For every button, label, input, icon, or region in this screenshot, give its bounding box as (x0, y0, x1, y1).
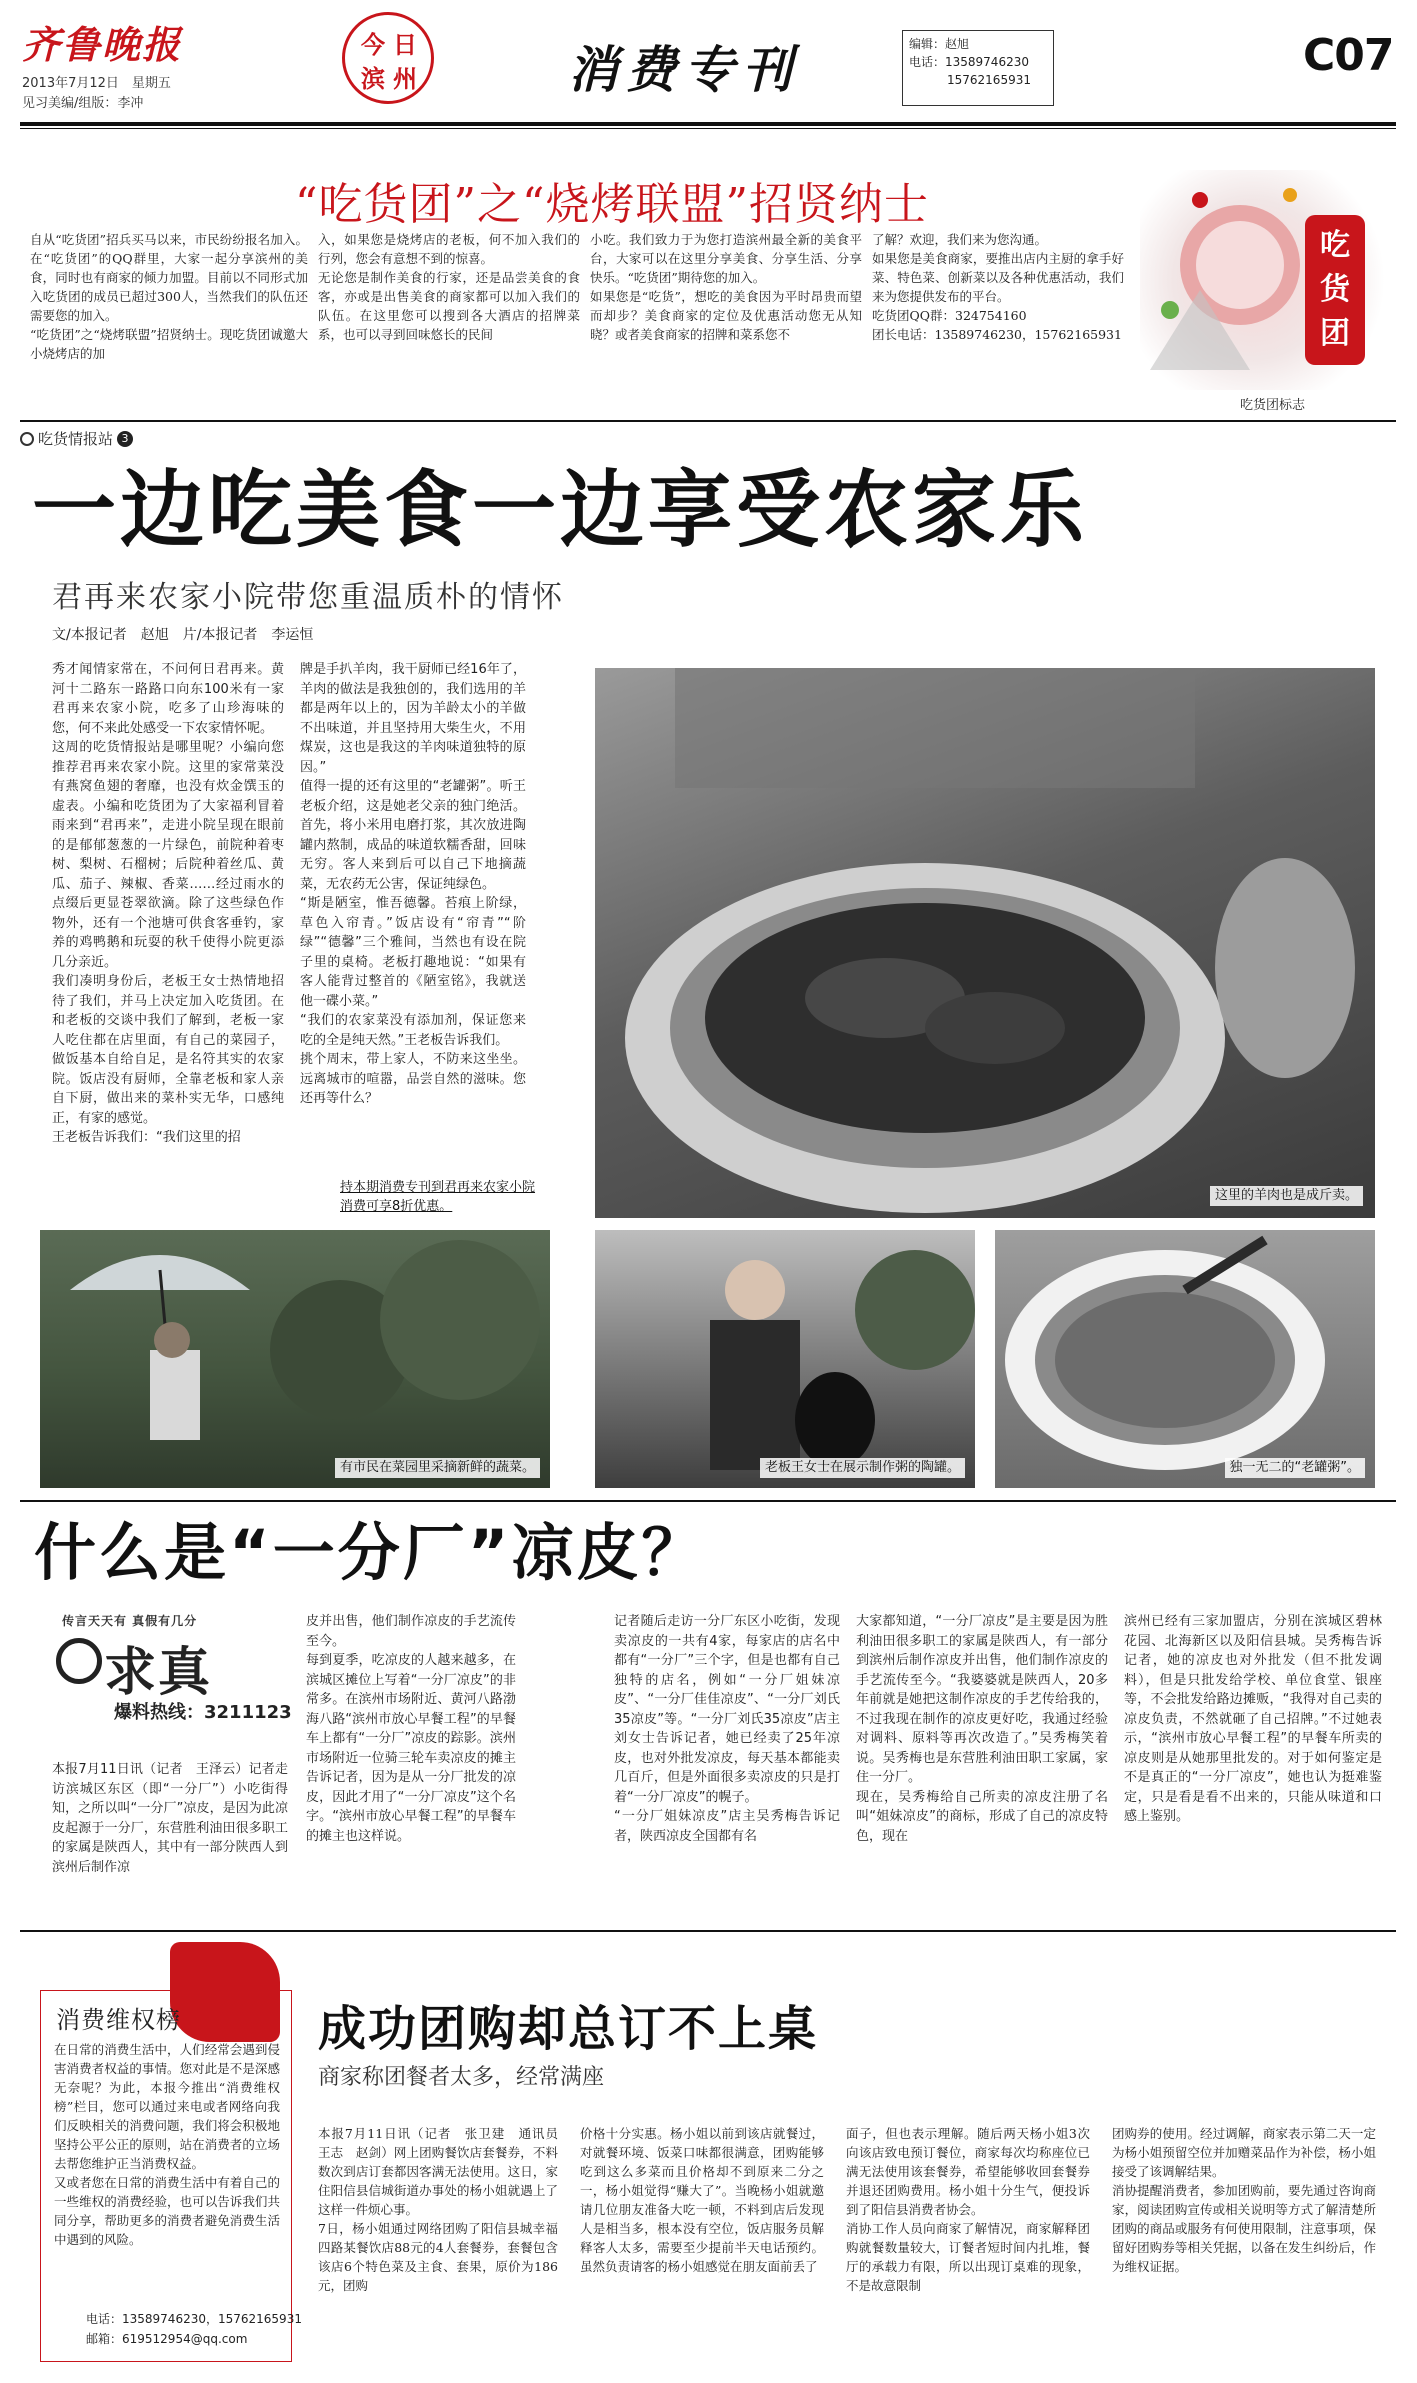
liangpi-col-5: 滨州已经有三家加盟店，分别在滨城区碧林花园、北海新区以及阳信县城。吴秀梅告诉记者，她的凉皮也对外批发（但不批发调料），但是只批发给学校、单位食堂、银座等，不会批发给路边摊贩，“我得对自己卖的凉皮负责，不然就砸了自己招牌。”不过她表示，“滨州市放心早餐工程”的早餐车所卖的凉皮则是从她那里批发的。对于如何鉴定是不是真正的“一分厂凉皮”，她也认为挺难鉴定，只是看是看不出来的，只能从味道和口感上鉴别。 (1124, 1614, 1382, 1824)
contact-editor: 编辑：赵旭 (909, 37, 970, 51)
logo-tagline: 传言天天有 真假有几分 (62, 1614, 198, 1628)
logo-caption: 吃货团标志 (1240, 398, 1306, 413)
rights-label: 消费维权榜 (56, 2006, 181, 2034)
masthead-rule-thin (20, 128, 1396, 129)
foodie-logo (1140, 170, 1390, 390)
liangpi-headline: 什么是“一分厂”凉皮？ (34, 1516, 707, 1589)
rights-headline: 成功团购却总订不上桌 (318, 2001, 819, 2057)
stamp-char: 滨 (361, 64, 385, 93)
bullet-icon (20, 432, 34, 446)
rights-col-1: 本报7月11日讯（记者 张卫建 通讯员 王志 赵剑）网上团购餐饮店套餐券，不料数次到店订套都因客满无法使用。这日，家住阳信县信城街道办事处的杨小姐就遇上了这样一件烦心事。 7日，杨小姐通过网络团购了阳信县城幸福四路某餐饮店88元的4人套餐券，套餐包含该店6个特色菜及主食、套果，原价为186元，团购 (318, 2126, 558, 2293)
issue-date: 2013年7月12日 星期五 (22, 76, 171, 91)
promo-note: 持本期消费专刊到君再来农家小院消费可享8折优惠。 (340, 1180, 536, 1214)
photo-vegetable-garden (40, 1230, 550, 1488)
liangpi-col-1: 本报7月11日讯（记者 王泽云）记者走访滨城区东区（即“一分厂”）小吃街得知，之所以叫“一分厂”凉皮，是因为此凉皮起源于一分厂，东营胜利油田很多职工的家属是陕西人，其中有一部分陕西人到滨州后制作凉 (52, 1762, 288, 1875)
logo-word: 求真 (104, 1642, 213, 1703)
logo-text: 吃货团 (1320, 228, 1350, 351)
decoration-icon (1140, 170, 1390, 390)
feature-subhead: 君再来农家小院带您重温质朴的情怀 (52, 580, 564, 615)
recruit-title: “吃货团”之“烧烤联盟”招贤纳士 (295, 179, 929, 230)
rights-col-4: 团购券的使用。经过调解，商家表示第二天一定为杨小姐预留空位并加赠菜品作为补偿，杨小姐接受了该调解结果。 消协提醒消费者，参加团购前，要先通过咨询商家，阅读团购宣传或相关说明等方式了解清楚所团购的商品或服务有何使用限制，注意事项，保留好团购券等相关凭据，以备在发生纠纷后，作为维权证据。 (1112, 2126, 1376, 2274)
garden-illustration (40, 1230, 550, 1488)
rights-phone: 电话：13589746230，15762165931 (86, 2312, 302, 2326)
section-title: 消费专刊 (568, 40, 800, 99)
feature-headline: 一边吃美食一边享受农家乐 (32, 461, 1089, 559)
recruit-col-3: 小吃。我们致力于为您打造滨州最全新的美食平台，大家可以在这里分享美食、分享生活、分享快乐。“吃货团”期待您的加入。 如果您是“吃货”，想吃的美食因为平时昂贵而望而却步？美食商家的定位及优惠活动您无从知晓？或者美食商家的招牌和菜系您不 (590, 232, 862, 342)
rights-subhead: 商家称团餐者太多，经常满座 (318, 2065, 605, 2090)
contact-box (902, 30, 1054, 106)
feature-col-1: 秀才闻情家常在，不问何日君再来。黄河十二路东一路路口向东100米有一家君再来农家小院，吃多了山珍海味的您，何不来此处感受一下农家情怀呢。 这周的吃货情报站是哪里呢？小编向您推荐君再来农家小院。这里的家常菜没有燕窝鱼翅的奢靡，也没有炊金馔玉的虚表。小编和吃货团为了大家福利冒着雨来到“君再来”，走进小院呈现在眼前的是郁郁葱葱的一片绿色，前院种着枣树、梨树、石榴树；后院种着丝瓜、黄瓜、茄子、辣椒、香菜……经过雨水的点缀后更显苍翠欲滴。除了这些绿色作物外，还有一个池塘可供食客垂钓，家养的鸡鸭鹅和玩耍的秋千使得小院更添几分亲近。 我们凑明身份后，老板王女士热情地招待了我们，并马上决定加入吃货团。在和老板的交谈中我们了解到，老板一家人吃住都在店里面，有自己的菜园子，做饭基本自给自足，是名符其实的农家院。饭店没有厨师，全靠老板和家人亲自下厨，做出来的菜朴实无华，口感纯正，有家的感觉。 王老板告诉我们：“我们这里的招 (52, 662, 284, 1145)
plate-illustration (595, 668, 1375, 1218)
rights-email: 邮箱：619512954@qq.com (86, 2332, 248, 2346)
stamp-char: 今 (361, 30, 385, 59)
recruit-col-1: 自从“吃货团”招兵买马以来，市民纷纷报名加入。在“吃货团”的QQ群里，大家一起分享滨州的美食，同时也有商家的倾力加盟。目前以不同形式加入吃货团的成员已超过300人，当然我们的队伍还需要您的加入。 “吃货团”之“烧烤联盟”招贤纳士。现吃货团诚邀大小烧烤店的加 (30, 232, 308, 361)
photo-caption: 有市民在菜园里采摘新鲜的蔬菜。 (335, 1458, 540, 1478)
editor-line: 见习美编/组版：李冲 (22, 96, 144, 111)
recruit-col-4: 了解？欢迎，我们来为您沟通。 如果您是美食商家，要推出店内主厨的拿手好菜、特色菜、创新菜以及各种优惠活动，我们来为您提供发布的平台。 吃货团QQ群：324754160 团长电话：13589746230，15762165931 (872, 232, 1124, 342)
section-divider (20, 1500, 1396, 1502)
photo-lamb-plate (595, 668, 1375, 1218)
photo-caption: 这里的羊肉也是成斤卖。 (1210, 1186, 1363, 1206)
hotline: 爆料热线：3211123 (114, 1702, 292, 1723)
photo-caption: 老板王女士在展示制作粥的陶罐。 (760, 1458, 965, 1478)
magnifier-icon (56, 1638, 102, 1684)
page-number: C07 (1303, 30, 1394, 81)
rights-col-3: 面子，但也表示理解。随后两天杨小姐3次向该店致电预订餐位，商家每次均称座位已满无法使用该套餐券，希望能够收回套餐券并退还团购费用。杨小姐十分生气，便投诉到了阳信县消费者协会。 消协工作人员向商家了解情况，商家解释团购就餐数量较大，订餐者短时间内扎堆，餐厅的承载力有限，所以出现订桌难的现象，不是故意限制 (846, 2126, 1090, 2293)
recruit-section (20, 140, 1396, 418)
photo-caption: 独一无二的“老罐粥”。 (1225, 1458, 1365, 1478)
feature-byline: 文/本报记者 赵旭 片/本报记者 李运恒 (52, 627, 314, 643)
contact-phone-2: 15762165931 (947, 73, 1031, 87)
liangpi-col-3: 记者随后走访一分厂东区小吃街，发现卖凉皮的一共有4家，每家店的店名中都有“一分厂”三个字，但是也都有自己独特的店名，例如“一分厂姐妹凉皮”、“一分厂佳佳凉皮”、“一分厂刘氏35凉皮”等。“一分厂刘氏35凉皮”店主刘女士告诉记者，她已经卖了25年凉皮，也对外批发凉皮，每天基本都能卖几百斤，但是外面很多卖凉皮的只是打着“一分厂凉皮”的幌子。 “一分厂姐妹凉皮”店主吴秀梅告诉记者，陕西凉皮全国都有名 (614, 1614, 840, 1844)
liangpi-col-2: 皮并出售，他们制作凉皮的手艺流传至今。 每到夏季，吃凉皮的人越来越多，在滨城区摊位上写着“一分厂凉皮”的非常多。在滨州市场附近、黄河八路渤海八路“滨州市放心早餐工程”的早餐车上都有“一分厂”凉皮的踪影。滨州市场附近一位骑三轮车卖凉皮的摊主告诉记者，因为是从一分厂批发的凉皮，因此才用了“一分厂凉皮”这个名字。“滨州市放心早餐工程”的早餐车的摊主也这样说。 (306, 1614, 516, 1844)
rights-sidebar-text: 在日常的消费生活中，人们经常会遇到侵害消费者权益的事情。您对此是不是深感无奈呢？为此，本报今推出“消费维权榜”栏目，您可以通过来电或者网络向我们反映相关的消费问题，我们将会积极地坚持公平公正的原则，站在消费者的立场去帮您维护正当消费权益。 又或者您在日常的消费生活中有着自己的一些维权的消费经验，也可以告诉我们共同分享，帮助更多的消费者避免消费生活中遇到的风险。 (54, 2042, 280, 2247)
kicker (20, 428, 133, 449)
section-divider (20, 420, 1396, 422)
owner-illustration (595, 1230, 975, 1488)
fact-check-logo (52, 1612, 292, 1722)
recruit-col-2: 入，如果您是烧烤店的老板，何不加入我们的行列，您会有意想不到的惊喜。 无论您是制作美食的行家，还是品尝美食的食客，亦或是出售美食的商家都可以加入我们的队伍。在这里您可以搜到各大酒店的招牌菜系，也可以寻到回味悠长的民间 (318, 232, 580, 342)
kicker-label: 吃货情报站 (38, 430, 114, 448)
paper-name: 齐鲁晚报 (22, 22, 183, 67)
masthead-rule (20, 122, 1396, 126)
photo-owner-with-jar (595, 1230, 975, 1488)
porridge-illustration (995, 1230, 1375, 1488)
liangpi-col-4: 大家都知道，“一分厂凉皮”是主要是因为胜利油田很多职工的家属是陕西人，有一部分到滨州后制作凉皮并出售，他们制作凉皮的手艺流传至今。“我婆婆就是陕西人，20多年前就是她把这制作凉皮的手艺传给我的，不过我现在制作的凉皮更好吃，我通过经验对调料、原料等再次改造了。”吴秀梅笑着说。吴秀梅也是东营胜利油田职工家属，家住一分厂。 现在，吴秀梅给自己所卖的凉皮注册了名叫“姐妹凉皮”的商标，形成了自己的凉皮特色，现在 (856, 1614, 1108, 1844)
stamp-char: 州 (393, 64, 417, 93)
photo-clay-pot-porridge (995, 1230, 1375, 1488)
stamp-logo (342, 12, 434, 104)
contact-phone: 电话：13589746230 (909, 55, 1029, 69)
stamp-char: 日 (393, 30, 417, 59)
section-divider (20, 1930, 1396, 1932)
kicker-number: 3 (117, 431, 133, 447)
rights-col-2: 价格十分实惠。杨小姐以前到该店就餐过，对就餐环境、饭菜口味都很满意，团购能够吃到这么多菜而且价格却不到原来二分之一，杨小姐觉得“赚大了”。当晚杨小姐就邀请几位朋友准备大吃一顿，不料到店后发现人是相当多，根本没有空位，饭店服务员解释客人太多，需要至少提前半天电话预约。虽然负责请客的杨小姐感觉在朋友面前丢了 (580, 2126, 824, 2274)
feature-col-2: 牌是手扒羊肉，我干厨师已经16年了，羊肉的做法是我独创的，我们选用的羊都是两年以上的，因为羊龄太小的羊做不出味道，并且坚持用大柴生火，不用煤炭，这也是我这的羊肉味道独特的原因。” 值得一提的还有这里的“老罐粥”。听王老板介绍，这是她老父亲的独门绝活。首先，将小米用电磨打浆，其次放进陶罐内熬制，成品的味道软糯香甜，回味无穷。客人来到后可以自己下地摘蔬菜，无农药无公害，保证纯绿色。 “斯是陋室，惟吾德馨。苔痕上阶绿，草色入帘青。”饭店设有“帘青”“阶绿”“德馨”三个雅间，当然也有设在院子里的桌椅。老板打趣地说：“如果有客人能背过整首的《陋室铭》，我就送他一碟小菜。” “我们的农家菜没有添加剂，保证您来吃的全是纯天然。”王老板告诉我们。 挑个周末，带上家人，不防来这坐坐。远离城市的喧嚣，品尝自然的滋味。您还再等什么？ (300, 662, 526, 1106)
